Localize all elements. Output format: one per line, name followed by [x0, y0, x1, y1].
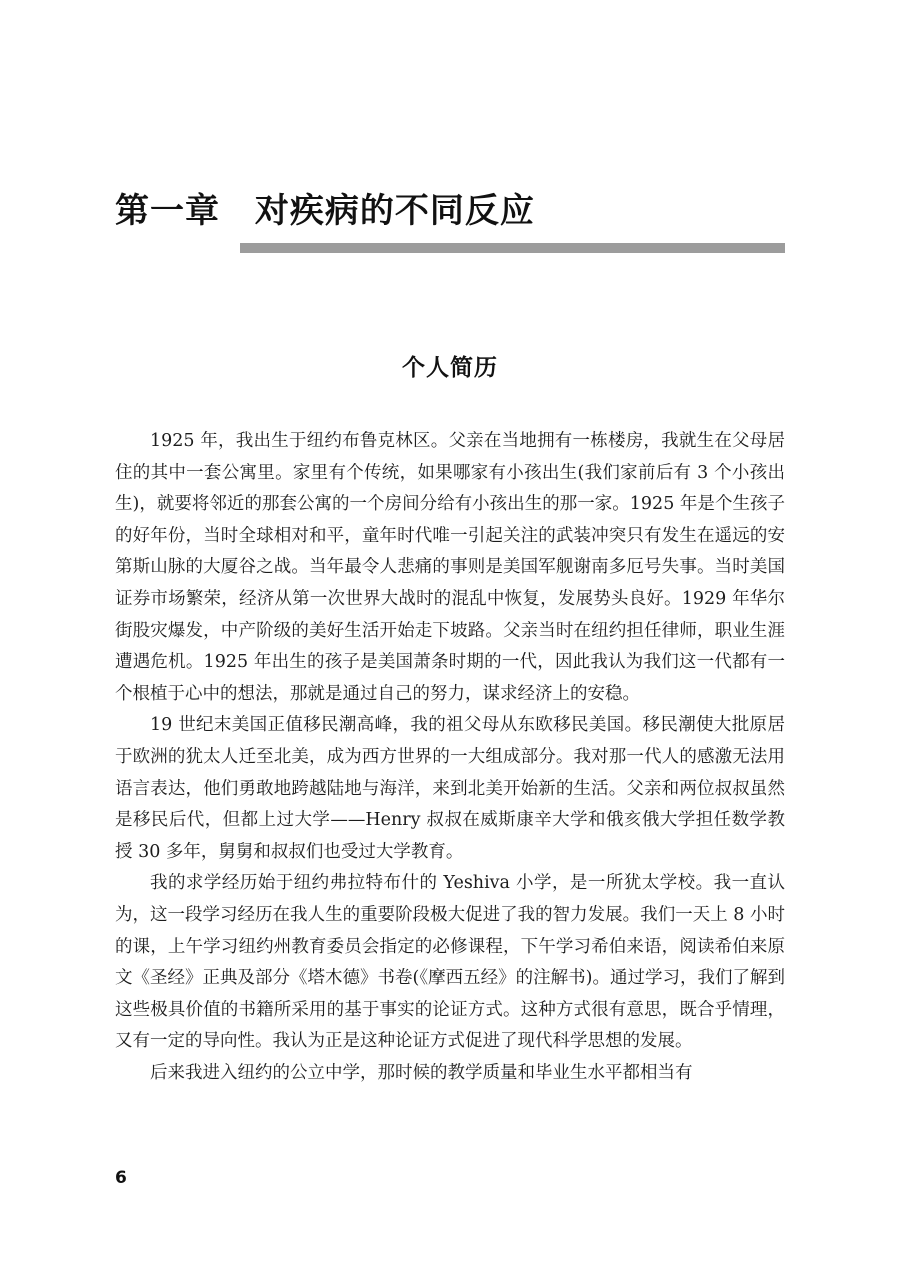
chapter-title-rule	[240, 243, 785, 253]
paragraph-4: 后来我进入纽约的公立中学，那时候的教学质量和毕业生水平都相当有	[150, 1062, 693, 1083]
paragraph-1: 1925 年，我出生于纽约布鲁克林区。父亲在当地拥有一栋楼房，我就生在父母居住的其中一套公寓里。家里有个传统，如果哪家有小孩出生(我们家前后有 3 个小孩出生)，就要将邻近的那套公寓的一个房间分给有小孩出生的那一家。1925 年是个生孩子的好年份，当时全球相对和平，童年时代唯一引起关注的武装冲突只有发生在遥远的安第斯山脉的大厦谷之战。当年最令人悲痛的事则是美国军舰谢南多厄号失事。当时美国证券市场繁荣，经济从第一次世界大战时的混乱中恢复，发展势头良好。1929 年华尔街股灾爆发，中产阶级的美好生活开始走下坡路。父亲当时在纽约担任律师，职业生涯遭遇危机。1925 年出生的孩子是美国萧条时期的一代，因此我认为我们这一代都有一个根植于心中的想法，那就是通过自己的努力，谋求经济上的安稳。	[115, 431, 785, 704]
paragraph-3: 我的求学经历始于纽约弗拉特布什的 Yeshiva 小学，是一所犹太学校。我一直认为，这一段学习经历在我人生的重要阶段极大促进了我的智力发展。我们一天上 8 小时的课，上午学习纽约州教育委员会指定的必修课程，下午学习希伯来语，阅读希伯来原文《圣经》正典及部分《塔木德》书卷(《摩西五经》的注解书)。通过学习，我们了解到这些极具价值的书籍所采用的基于事实的论证方式。这种方式很有意思，既合乎情理，又有一定的导向性。我认为正是这种论证方式促进了现代科学思想的发展。	[115, 873, 785, 1052]
paragraph-2: 19 世纪末美国正值移民潮高峰，我的祖父母从东欧移民美国。移民潮使大批原居于欧洲的犹太人迁至北美，成为西方世界的一大组成部分。我对那一代人的感激无法用语言表达，他们勇敢地跨越陆地与海洋，来到北美开始新的生活。父亲和两位叔叔虽然是移民后代，但都上过大学——Henry 叔叔在威斯康辛大学和俄亥俄大学担任数学教授 30 多年，舅舅和叔叔们也受过大学教育。	[115, 715, 785, 862]
body-text	[115, 426, 785, 1089]
page-number: 6	[115, 1168, 127, 1188]
page-footer	[115, 1168, 127, 1188]
chapter-title: 对疾病的不同反应	[254, 191, 535, 231]
chapter-number: 第一章	[115, 191, 220, 231]
section-title: 个人简历	[402, 355, 498, 382]
chapter-header	[115, 192, 785, 253]
chapter-heading	[115, 192, 785, 231]
page-content	[115, 0, 785, 1090]
